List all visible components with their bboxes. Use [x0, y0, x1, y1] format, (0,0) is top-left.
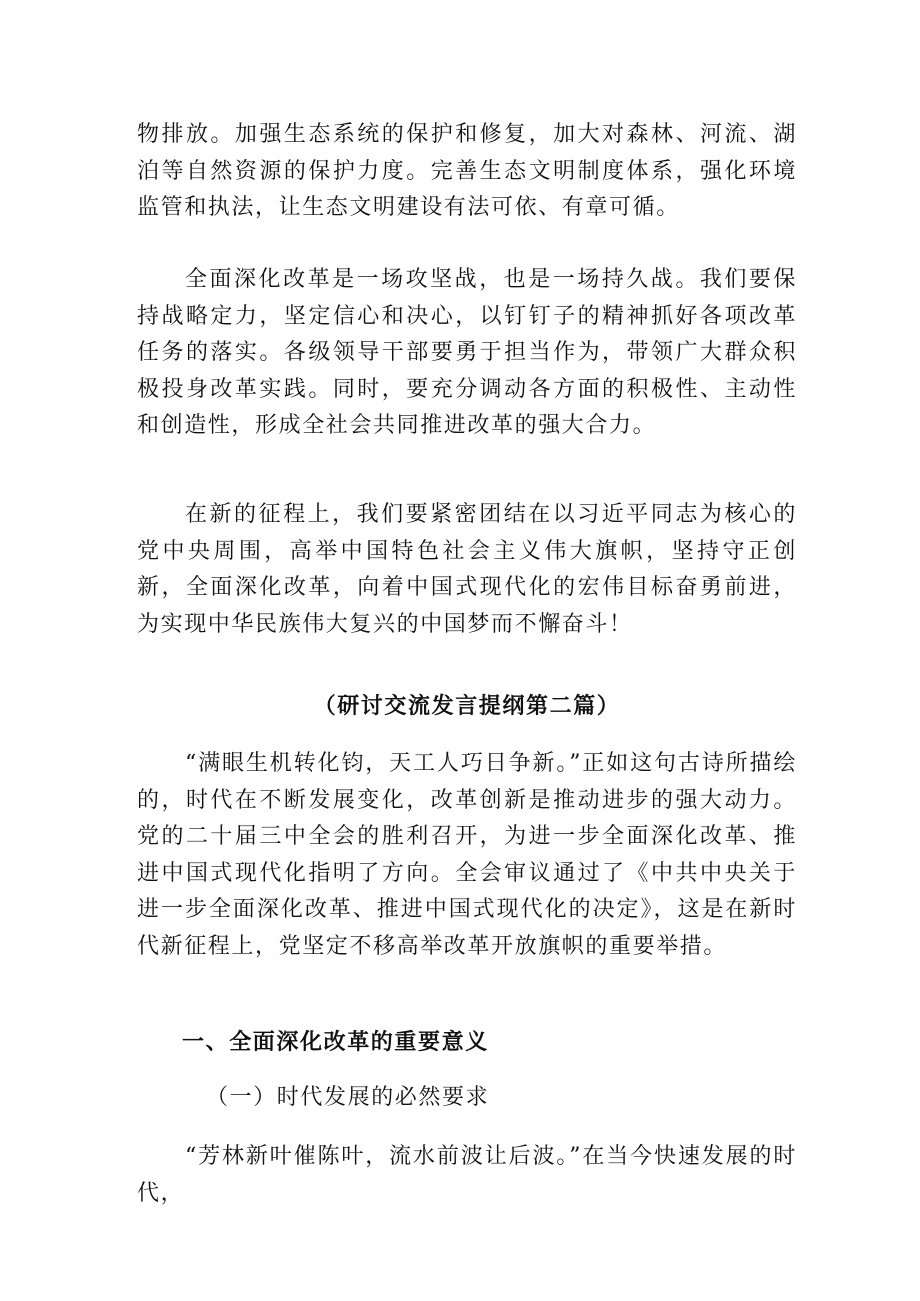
paragraph-era-development: “芳林新叶催陈叶，流水前波让后波。”在当今快速发展的时代， [137, 1144, 797, 1206]
paragraph-reform-battle: 全面深化改革是一场攻坚战，也是一场持久战。我们要保持战略定力，坚定信心和决心，以钉钉子的精神抓好各项改革任务的落实。各级领导干部要勇于担当作为，带领广大群众积极投身改革实践。同时，要充分调动各方面的积极性、主动性和创造性，形成全社会共同推进改革的强大合力。 [137, 267, 797, 438]
section-subtitle: （研讨交流发言提纲第二篇） [313, 693, 621, 719]
heading-level-1: 一、全面深化改革的重要意义 [182, 1029, 489, 1055]
paragraph-ecology: 物排放。加强生态系统的保护和修复，加大对森林、河流、湖泊等自然资源的保护力度。完善生态文明制度体系，强化环境监管和执法，让生态文明建设有法可依、有章可循。 [137, 122, 797, 220]
paragraph-poem-intro: “满眼生机转化钧，天工人巧日争新。”正如这句古诗所描绘的，时代在不断发展变化，改革创新是推动进步的强大动力。党的二十届三中全会的胜利召开，为进一步全面深化改革、推进中国式现代化指明了方向。全会审议通过了《中共中央关于进一步全面深化改革、推进中国式现代化的决定》，这是在新时代新征程上，党坚定不移高举改革开放旗帜的重要举措。 [137, 751, 797, 959]
heading-level-2: （一）时代发展的必然要求 [206, 1085, 490, 1110]
paragraph-new-journey: 在新的征程上，我们要紧密团结在以习近平同志为核心的党中央周围，高举中国特色社会主义伟大旗帜，坚持守正创新，全面深化改革，向着中国式现代化的宏伟目标奋勇前进，为实现中华民族伟大复兴的中国梦而不懈奋斗！ [137, 502, 797, 637]
